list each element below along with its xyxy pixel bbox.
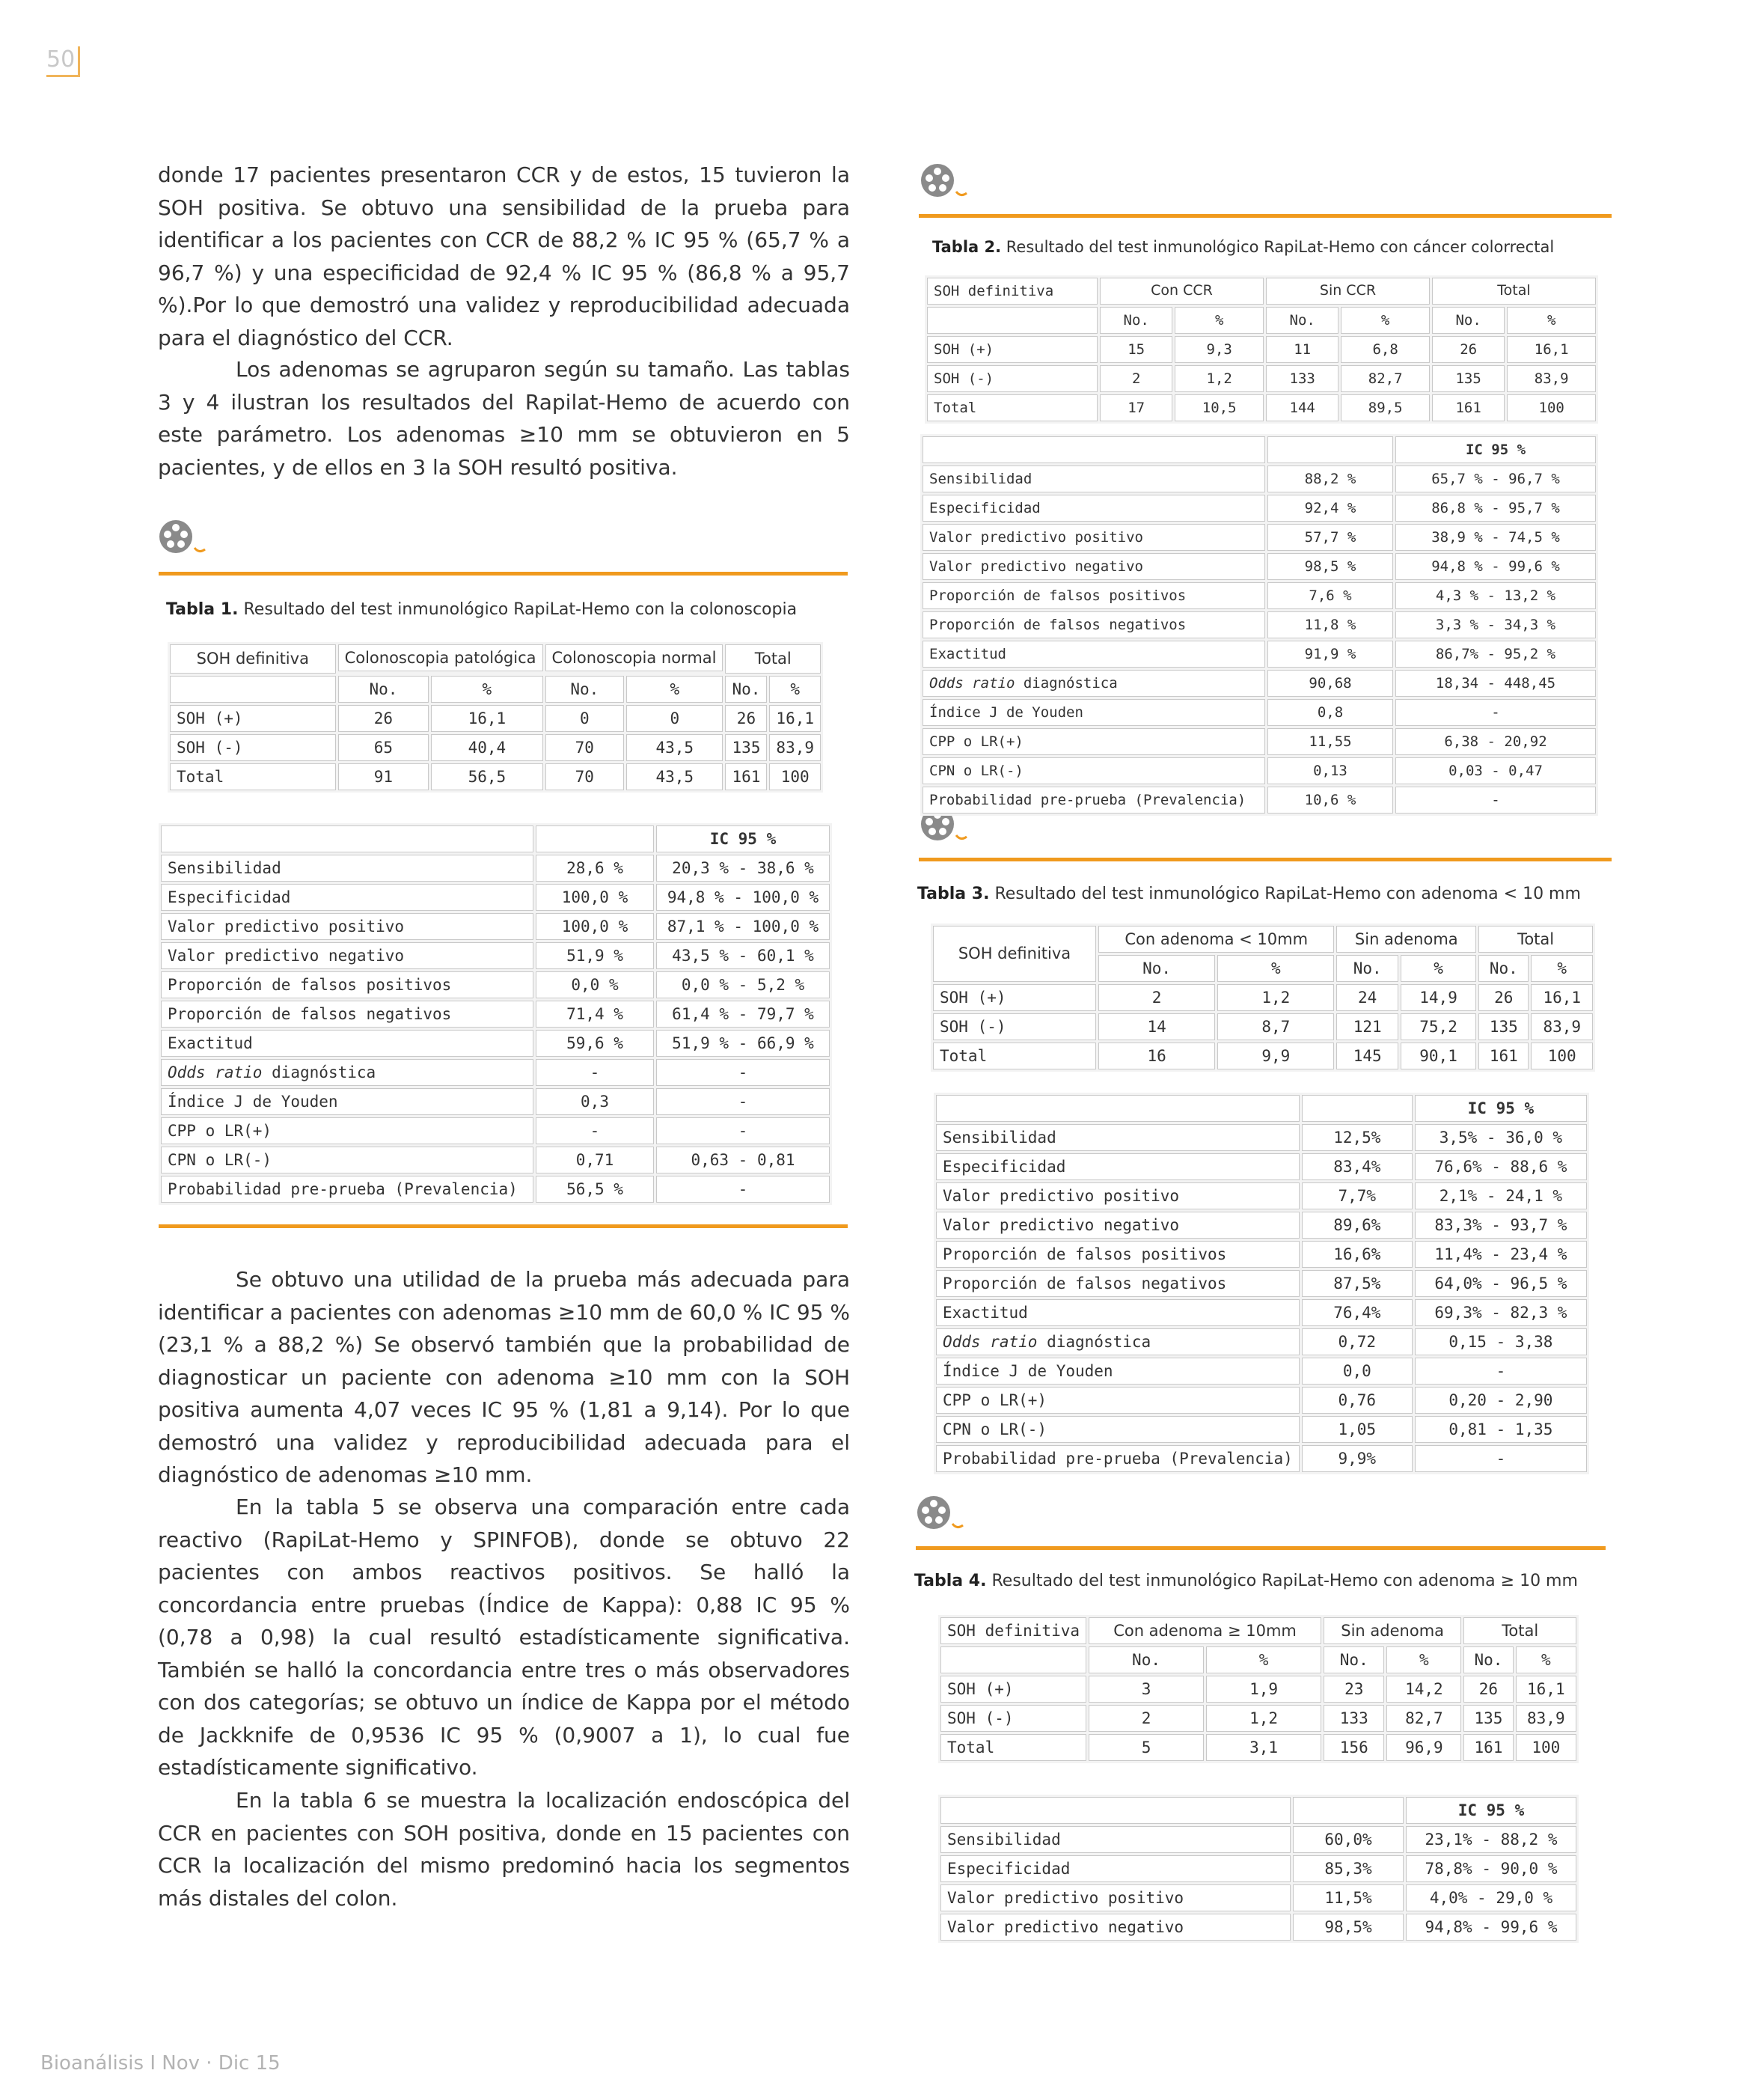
film-reel-icon (919, 162, 971, 204)
stats-row (923, 787, 1596, 814)
stats-row (923, 466, 1596, 492)
stats-ci: 64,0% - 96,5 % (1415, 1270, 1587, 1297)
stats-ci: 43,5 % - 60,1 % (656, 942, 830, 969)
stats-row (923, 728, 1596, 755)
stats-label: CPN o LR(-) (161, 1147, 533, 1173)
stats-row (161, 1001, 830, 1028)
stats-value: 88,2 % (1267, 466, 1393, 492)
stats-label: CPP o LR(+) (923, 728, 1265, 755)
stats-value: 90,68 (1267, 670, 1393, 697)
stats-value: 57,7 % (1267, 524, 1393, 551)
stats-ci: - (1415, 1445, 1587, 1472)
stats-label: CPP o LR(+) (161, 1117, 533, 1144)
page-number: 50 (46, 46, 80, 77)
stats-label: Proporción de falsos negativos (161, 1001, 533, 1028)
stats-value: 92,4 % (1267, 495, 1393, 522)
stats-value: 7,7% (1302, 1182, 1413, 1209)
stats-ci: 69,3% - 82,3 % (1415, 1299, 1587, 1326)
stats-label: CPN o LR(-) (923, 757, 1265, 784)
table3-caption: Tabla 3. Resultado del test inmunológico RapiLat-Hemo con adenoma < 10 mm (917, 885, 1581, 903)
stats-value: 0,13 (1267, 757, 1393, 784)
stats-value: 16,6% (1302, 1241, 1413, 1268)
stats-value: - (536, 1117, 654, 1144)
stats-ci: 86,8 % - 95,7 % (1395, 495, 1596, 522)
stats-label: Índice J de Youden (923, 699, 1265, 726)
stats-row (161, 1030, 830, 1057)
stats-label: Sensibilidad (161, 855, 533, 882)
stats-row (936, 1299, 1587, 1326)
stats-ci: 38,9 % - 74,5 % (1395, 524, 1596, 551)
stats-ci: 51,9 % - 66,9 % (656, 1030, 830, 1057)
stats-row (936, 1241, 1587, 1268)
stats-ci: 94,8 % - 99,6 % (1395, 553, 1596, 580)
stats-label: Valor predictivo negativo (923, 553, 1265, 580)
stats-ci: 6,38 - 20,92 (1395, 728, 1596, 755)
orange-rule (919, 858, 1612, 861)
stats-value: 0,0 (1302, 1358, 1413, 1385)
stats-row (936, 1124, 1587, 1151)
table-row: Total 5 3,1 156 96,9 161 100 (940, 1734, 1576, 1761)
stats-label: Proporción de falsos negativos (923, 611, 1265, 638)
stats-ci: 0,81 - 1,35 (1415, 1416, 1587, 1443)
stats-row (923, 699, 1596, 726)
stats-ci: - (1395, 787, 1596, 814)
table1-stats: IC 95 % Sensibilidad 28,6 % 20,3 % - 38,6 % Especificidad 100,0 % 94,8 % - 100,0 % Valor predictivo positivo 100,0 % 87,1 % - 100,0 % Valor predictivo negativo 51,9 % 43,5 % - 60,1 % Proporción de falsos positivos 0,0 % 0,0 % - 5,2 % Proporción de falsos negativos 71,4 % 61,4 % - 79,7 % Exactitud 59,6 % 51,9 % - 66,9 % Odds ratio diagnóstica - - Índice J de Youden 0,3 - CPP o LR(+) - - CPN o LR(-) 0,71 0,63 - 0,81 Probabilidad pre-prueba (Prevalencia) 56,5 % - (159, 823, 832, 1205)
orange-rule (916, 1546, 1606, 1550)
stats-row (940, 1884, 1576, 1911)
stats-label: Valor predictivo positivo (940, 1884, 1291, 1911)
orange-rule (919, 214, 1612, 218)
table4-caption: Tabla 4. Resultado del test inmunológico RapiLat-Hemo con adenoma ≥ 10 mm (914, 1572, 1578, 1590)
stats-ci: 4,0% - 29,0 % (1406, 1884, 1576, 1911)
stats-ci: - (1415, 1358, 1587, 1385)
stats-row (923, 611, 1596, 638)
stats-label: Exactitud (936, 1299, 1300, 1326)
stats-label: Exactitud (923, 641, 1265, 668)
table-row: SOH (+) 2 1,2 24 14,9 26 16,1 (933, 984, 1593, 1011)
stats-value: 83,4% (1302, 1153, 1413, 1180)
stats-row (923, 641, 1596, 668)
stats-row (923, 670, 1596, 697)
stats-value: 28,6 % (536, 855, 654, 882)
stats-row (936, 1387, 1587, 1414)
orange-rule (159, 572, 848, 576)
stats-row (940, 1914, 1576, 1941)
stats-ci: 61,4 % - 79,7 % (656, 1001, 830, 1028)
paragraph-1: donde 17 pacientes presentaron CCR y de estos, 15 tuvieron la SOH positiva. Se obtuvo una sensibilidad de la prueba para identificar a los pacientes con CCR de 88,2 % IC 95 % (65,7 % a 96,7 %) y una especificidad de 92,4 % IC 95 % (86,8 % a 95,7 %).Por lo que demostró una validez y reproducibilidad adecuada para el diagnóstico del CCR. (158, 162, 850, 350)
stats-row (923, 582, 1596, 609)
stats-value: 11,5% (1293, 1884, 1404, 1911)
stats-ci: 86,7% - 95,2 % (1395, 641, 1596, 668)
stats-label: Índice J de Youden (936, 1358, 1300, 1385)
stats-row (936, 1182, 1587, 1209)
table3-counts: SOH definitiva Con adenoma < 10mm Sin adenoma Total No. % No. % No. % SOH (+) 2 1,2 24 14,9 26 16,1 SOH (-) 14 8,7 121 75,2 135 83,9 Total 16 9,9 145 90,1 161 100 (931, 924, 1595, 1072)
stats-row (936, 1212, 1587, 1239)
stats-value: 1,05 (1302, 1416, 1413, 1443)
stats-ci: 76,6% - 88,6 % (1415, 1153, 1587, 1180)
stats-label: Valor predictivo negativo (940, 1914, 1291, 1941)
stats-value: 0,71 (536, 1147, 654, 1173)
stats-value: 87,5% (1302, 1270, 1413, 1297)
table-row: SOH (+) 3 1,9 23 14,2 26 16,1 (940, 1676, 1576, 1703)
stats-ci: 94,8 % - 100,0 % (656, 884, 830, 911)
stats-ci: 94,8% - 99,6 % (1406, 1914, 1576, 1941)
page-footer: Bioanálisis I Nov · Dic 15 (40, 2052, 281, 2075)
stats-value: 0,76 (1302, 1387, 1413, 1414)
stats-row (936, 1416, 1587, 1443)
table3-stats: IC 95 % Sensibilidad 12,5% 3,5% - 36,0 % Especificidad 83,4% 76,6% - 88,6 % Valor predictivo positivo 7,7% 2,1% - 24,1 % Valor predictivo negativo 89,6% 83,3% - 93,7 % Proporción de falsos positivos 16,6% 11,4% - 23,4 % Proporción de falsos negativos 87,5% 64,0% - 96,5 % Exactitud 76,4% 69,3% - 82,3 % Odds ratio diagnóstica 0,72 0,15 - 3,38 Índice J de Youden 0,0 - CPP o LR(+) 0,76 0,20 - 2,90 CPN o LR(-) 1,05 0,81 - 1,35 Probabilidad pre-prueba (Prevalencia) 9,9% - (934, 1093, 1589, 1474)
stats-ci: - (656, 1117, 830, 1144)
stats-value: 0,3 (536, 1088, 654, 1115)
stats-label: Proporción de falsos positivos (936, 1241, 1300, 1268)
stats-value: 0,8 (1267, 699, 1393, 726)
stats-ci: - (1395, 699, 1596, 726)
stats-row (923, 757, 1596, 784)
stats-label: Sensibilidad (923, 466, 1265, 492)
stats-label: Valor predictivo positivo (161, 913, 533, 940)
stats-label: Probabilidad pre-prueba (Prevalencia) (923, 787, 1265, 814)
stats-label: Especificidad (936, 1153, 1300, 1180)
stats-value: 9,9% (1302, 1445, 1413, 1472)
stats-row (936, 1358, 1587, 1385)
table2-stats: IC 95 % Sensibilidad 88,2 % 65,7 % - 96,7 % Especificidad 92,4 % 86,8 % - 95,7 % Valor predictivo positivo 57,7 % 38,9 % - 74,5 % Valor predictivo negativo 98,5 % 94,8 % - 99,6 % Proporción de falsos positivos 7,6 % 4,3 % - 13,2 % Proporción de falsos negativos 11,8 % 3,3 % - 34,3 % Exactitud 91,9 % 86,7% - 95,2 % Odds ratio diagnóstica 90,68 18,34 - 448,45 Índice J de Youden 0,8 - CPP o LR(+) 11,55 6,38 - 20,92 CPN o LR(-) 0,13 0,03 - 0,47 Probabilidad pre-prueba (Prevalencia) 10,6 % - (920, 434, 1598, 816)
stats-label: Proporción de falsos negativos (936, 1270, 1300, 1297)
stats-ci: 0,63 - 0,81 (656, 1147, 830, 1173)
stats-label: CPP o LR(+) (936, 1387, 1300, 1414)
table-row: SOH (+) 26 16,1 0 0 26 16,1 (170, 705, 821, 732)
stats-value: 98,5% (1293, 1914, 1404, 1941)
table-row: SOH (+) 15 9,3 11 6,8 26 16,1 (927, 336, 1596, 363)
stats-value: 59,6 % (536, 1030, 654, 1057)
stats-row (161, 884, 830, 911)
stats-row (936, 1270, 1587, 1297)
stats-row (161, 1117, 830, 1144)
stats-ci: 23,1% - 88,2 % (1406, 1826, 1576, 1853)
table-row: SOH (-) 65 40,4 70 43,5 135 83,9 (170, 734, 821, 761)
table2-caption: Tabla 2. Resultado del test inmunológico RapiLat-Hemo con cáncer colorrectal (932, 238, 1555, 256)
film-reel-icon (915, 1494, 967, 1536)
stats-row (161, 1088, 830, 1115)
stats-ci: 83,3% - 93,7 % (1415, 1212, 1587, 1239)
stats-row (161, 1176, 830, 1203)
paragraph-2: Los adenomas se agruparon según su tamaño. Las tablas 3 y 4 ilustran los resultados del Rapilat-Hemo de acuerdo con este parámetro. Los adenomas ≥10 mm se obtuvieron en 5 pacientes, y de ellos en 3 la SOH resultó positiva. (158, 357, 850, 480)
table1-counts: SOH definitiva Colonoscopia patológica Colonoscopia normal Total No. % No. % No. % SOH (+) 26 16,1 0 0 26 16,1 SOH (-) 65 40,4 70 43,5 135 83,9 Total 91 56,5 70 43,5 161 100 (168, 642, 823, 793)
paragraph-3: Se obtuvo una utilidad de la prueba más adecuada para identificar a pacientes con adenomas ≥10 mm de 60,0 % IC 95 % (23,1 % a 88,2 %) Se observó también que la probabilidad de diagnosticar un paciente con adenoma ≥10 mm con la SOH positiva aumenta 4,07 veces IC 95 % (1,81 a 9,14). Por lo que demostró una validez y reproducibilidad adecuada para el diagnóstico de adenomas ≥10 mm. (158, 1267, 850, 1487)
table4-stats: IC 95 % Sensibilidad 60,0% 23,1% - 88,2 % Especificidad 85,3% 78,8% - 90,0 % Valor predictivo positivo 11,5% 4,0% - 29,0 % Valor predictivo negativo 98,5% 94,8% - 99,6 % (938, 1795, 1579, 1943)
stats-label: CPN o LR(-) (936, 1416, 1300, 1443)
table-row: Total 91 56,5 70 43,5 161 100 (170, 763, 821, 790)
stats-ci: - (656, 1176, 830, 1203)
stats-ci: 3,3 % - 34,3 % (1395, 611, 1596, 638)
orange-rule (159, 1224, 848, 1228)
stats-row (936, 1328, 1587, 1355)
stats-value: 98,5 % (1267, 553, 1393, 580)
stats-value: 71,4 % (536, 1001, 654, 1028)
stats-value: 0,0 % (536, 971, 654, 998)
stats-row (940, 1826, 1576, 1853)
stats-ci: 3,5% - 36,0 % (1415, 1124, 1587, 1151)
stats-value: 11,8 % (1267, 611, 1393, 638)
stats-ci: 0,20 - 2,90 (1415, 1387, 1587, 1414)
stats-row (936, 1153, 1587, 1180)
stats-row (923, 553, 1596, 580)
stats-ci: 0,15 - 3,38 (1415, 1328, 1587, 1355)
stats-row (161, 855, 830, 882)
stats-value: - (536, 1059, 654, 1086)
stats-label: Sensibilidad (936, 1124, 1300, 1151)
stats-ci: 2,1% - 24,1 % (1415, 1182, 1587, 1209)
table4-counts: SOH definitiva Con adenoma ≥ 10mm Sin adenoma Total No. % No. % No. % SOH (+) 3 1,9 23 14,2 26 16,1 SOH (-) 2 1,2 133 82,7 135 83,9 Total 5 3,1 156 96,9 161 100 (938, 1615, 1579, 1763)
stats-ci: - (656, 1059, 830, 1086)
table-row: Total 16 9,9 145 90,1 161 100 (933, 1043, 1593, 1069)
paragraph-5: En la tabla 6 se muestra la localización endoscópica del CCR en pacientes con SOH positiva, donde en 15 pacientes con CCR la localización del mismo predominó hacia los segmentos más distales del colon. (158, 1788, 850, 1911)
stats-value: 10,6 % (1267, 787, 1393, 814)
table-row: SOH (-) 14 8,7 121 75,2 135 83,9 (933, 1013, 1593, 1040)
stats-value: 89,6% (1302, 1212, 1413, 1239)
stats-label: Valor predictivo positivo (923, 524, 1265, 551)
stats-ci: 18,34 - 448,45 (1395, 670, 1596, 697)
stats-row (161, 971, 830, 998)
stats-label: Especificidad (923, 495, 1265, 522)
stats-value: 11,55 (1267, 728, 1393, 755)
stats-label: Exactitud (161, 1030, 533, 1057)
table-row: SOH (-) 2 1,2 133 82,7 135 83,9 (927, 365, 1596, 392)
stats-ci: 65,7 % - 96,7 % (1395, 466, 1596, 492)
stats-label: Proporción de falsos positivos (923, 582, 1265, 609)
stats-label: Odds ratio diagnóstica (161, 1059, 533, 1086)
stats-ci: 78,8% - 90,0 % (1406, 1855, 1576, 1882)
stats-value: 100,0 % (536, 884, 654, 911)
stats-ci: - (656, 1088, 830, 1115)
stats-value: 100,0 % (536, 913, 654, 940)
stats-label: Probabilidad pre-prueba (Prevalencia) (936, 1445, 1300, 1472)
stats-value: 12,5% (1302, 1124, 1413, 1151)
stats-row (161, 1147, 830, 1173)
stats-label: Índice J de Youden (161, 1088, 533, 1115)
stats-value: 91,9 % (1267, 641, 1393, 668)
stats-row (161, 942, 830, 969)
stats-row (923, 495, 1596, 522)
stats-value: 76,4% (1302, 1299, 1413, 1326)
stats-ci: 0,0 % - 5,2 % (656, 971, 830, 998)
stats-ci: 20,3 % - 38,6 % (656, 855, 830, 882)
stats-label: Especificidad (940, 1855, 1291, 1882)
stats-row (936, 1445, 1587, 1472)
table-row: Total 17 10,5 144 89,5 161 100 (927, 394, 1596, 421)
stats-label: Odds ratio diagnóstica (936, 1328, 1300, 1355)
stats-value: 85,3% (1293, 1855, 1404, 1882)
stats-value: 0,72 (1302, 1328, 1413, 1355)
stats-label: Proporción de falsos positivos (161, 971, 533, 998)
stats-label: Sensibilidad (940, 1826, 1291, 1853)
stats-row (923, 524, 1596, 551)
stats-value: 56,5 % (536, 1176, 654, 1203)
stats-value: 51,9 % (536, 942, 654, 969)
film-reel-icon (157, 518, 209, 560)
stats-value: 60,0% (1293, 1826, 1404, 1853)
stats-ci: 11,4% - 23,4 % (1415, 1241, 1587, 1268)
stats-ci: 0,03 - 0,47 (1395, 757, 1596, 784)
table-row: SOH (-) 2 1,2 133 82,7 135 83,9 (940, 1705, 1576, 1732)
paragraph-4: En la tabla 5 se observa una comparación entre cada reactivo (RapiLat-Hemo y SPINFOB), donde se obtuvo 22 pacientes con ambos reactivos positivos. Se halló la concordancia entre pruebas (Índice de Kappa): 0,88 IC 95 % (0,78 a 0,98) la cual resultó estadísticamente significativa. También se halló la concordancia entre tres o más observadores con dos categorías; se obtuvo un índice de Kappa por el método de Jackknife de 0,9536 IC 95 % (0,9007 a 1), lo cual fue estadísticamente significativo. (158, 1495, 850, 1780)
table2-counts: SOH definitiva Con CCR Sin CCR Total No. % No. % No. % SOH (+) 15 9,3 11 6,8 26 16,1 SOH (-) 2 1,2 133 82,7 135 83,9 Total 17 10,5 144 89,5 161 100 (925, 275, 1598, 424)
stats-label: Probabilidad pre-prueba (Prevalencia) (161, 1176, 533, 1203)
stats-label: Valor predictivo negativo (161, 942, 533, 969)
stats-row (161, 913, 830, 940)
stats-label: Odds ratio diagnóstica (923, 670, 1265, 697)
stats-label: Valor predictivo positivo (936, 1182, 1300, 1209)
stats-row (940, 1855, 1576, 1882)
stats-row (161, 1059, 830, 1086)
stats-value: 7,6 % (1267, 582, 1393, 609)
stats-ci: 87,1 % - 100,0 % (656, 913, 830, 940)
stats-label: Especificidad (161, 884, 533, 911)
stats-ci: 4,3 % - 13,2 % (1395, 582, 1596, 609)
stats-label: Valor predictivo negativo (936, 1212, 1300, 1239)
table1-caption: Tabla 1. Resultado del test inmunológico RapiLat-Hemo con la colonoscopia (166, 600, 798, 619)
